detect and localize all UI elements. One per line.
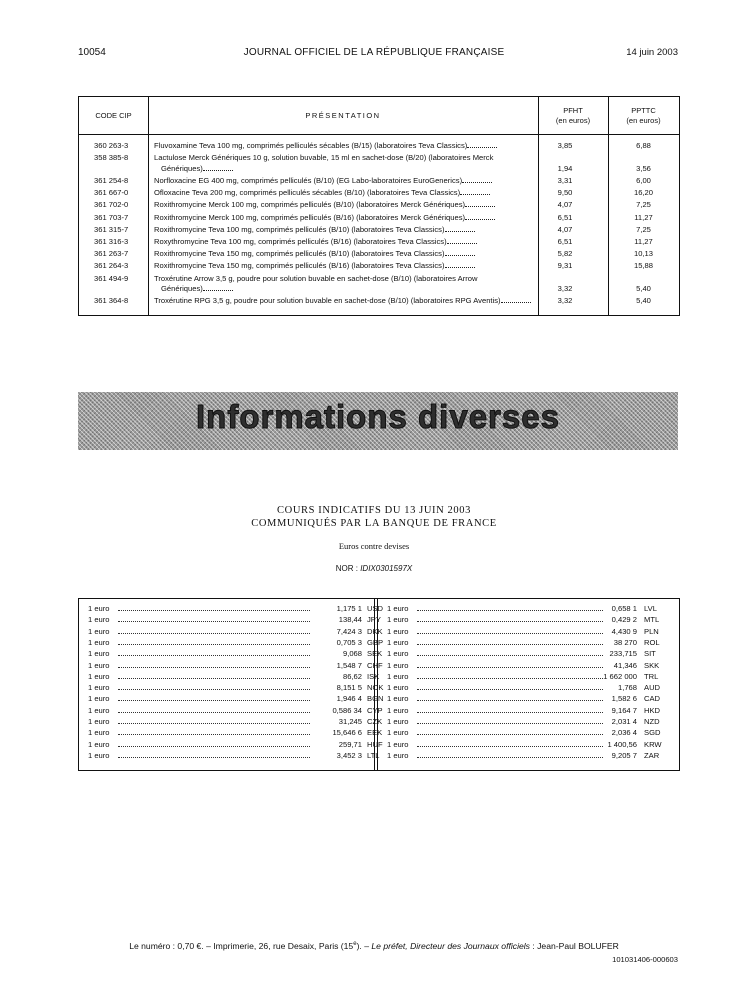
header-presentation: PRÉSENTATION [305,111,381,120]
exchange-rate-row [387,660,677,671]
rate-label: 1 euro [387,604,409,613]
presentation-text [154,274,532,295]
presentation-text [154,237,532,248]
dot-leader [203,290,233,291]
dot-leader [118,757,310,758]
dot-leader [417,655,603,656]
rate-label: 1 euro [88,671,110,681]
presentation-text [154,225,532,236]
presentation-text [154,200,532,211]
currency-code: ROL [644,637,660,647]
dot-leader [417,621,603,622]
rate-value: 233,715 [609,649,637,659]
dot-leader [417,700,603,701]
pttc-value: 16,20 [633,188,653,198]
dot-leader [462,182,492,183]
dot-leader [417,746,603,747]
rate-value: 9,164 7 [611,705,637,715]
rate-label: 1 euro [387,671,409,681]
rate-value: 259,71 [338,739,362,749]
pfht-value: 4,07 [557,200,573,210]
presentation-line: Ofloxacine Teva 200 mg, comprimés pelliculés sécables (B/10) (laboratoires Teva Classics) [154,188,461,198]
exchange-rate-row [88,716,383,727]
rate-value: 1,768 [617,683,637,693]
cip-code: 361 494-9 [94,273,129,283]
currency-code: EEK [367,728,383,738]
exchange-rate-row [88,614,381,625]
presentation-line: Troxérutine RPG 3,5 g, poudre pour solution buvable en sachet-dose (B/10) (laboratoires RPG Aventis) [154,296,501,306]
header-pfht: PFHT [563,106,583,115]
rate-label: 1 euro [88,615,110,625]
rate-label: 1 euro [88,750,110,760]
pttc-value: 7,25 [636,224,651,234]
nor-reference [0,564,748,573]
rate-label: 1 euro [387,626,409,636]
currency-code: NZD [644,717,660,726]
pfht-value: 4,07 [557,224,573,234]
currency-code: NOK [367,683,384,693]
pfht-value: 3,32 [557,296,573,306]
header-pttc-unit: (en euros) [626,116,661,125]
presentation-line: Roxithromycine Teva 150 mg, comprimés pelliculés (B/10) (laboratoires Teva Classics) [154,249,445,259]
dot-leader [445,267,475,268]
medicine-price-table [78,96,680,316]
rate-label: 1 euro [88,739,110,749]
currency-code: CHF [367,660,383,670]
rate-label: 1 euro [88,728,110,738]
rate-label: 1 euro [387,739,409,749]
exchange-rate-row [88,727,383,738]
issue-date: 14 juin 2003 [626,47,678,58]
footer-director: Le préfet, Directeur des Journaux officiels [371,941,530,951]
dot-leader [465,206,495,207]
exchange-rate-row [387,727,677,738]
currency-code: JPY [367,615,381,625]
dot-leader [445,231,475,232]
dot-leader [501,302,531,303]
exchange-rate-row [88,626,383,637]
dot-leader [118,689,310,690]
dot-leader [118,667,310,668]
cip-code: 361 702-0 [94,200,129,210]
pfht-value: 3,85 [557,141,573,150]
dot-leader [417,689,603,690]
dot-leader [118,610,310,611]
cip-code: 361 703-7 [94,212,129,222]
dot-leader [445,255,475,256]
rate-label: 1 euro [88,637,110,647]
currency-code: SIT [644,649,656,659]
rate-label: 1 euro [387,728,409,738]
currency-code: ZAR [644,750,660,760]
rate-value: 0,705 3 [336,637,362,647]
currency-code: CYP [367,705,383,715]
exchange-rate-row [387,716,677,727]
dot-leader [417,734,603,735]
currency-code: LVL [644,604,657,613]
rate-value: 1 662 000 [603,671,637,681]
rate-label: 1 euro [387,615,409,625]
rate-value: 1,582 6 [611,694,637,704]
exchange-rate-row [88,637,384,648]
pfht-value: 9,50 [557,188,573,198]
rate-label: 1 euro [88,649,110,659]
exchange-rate-row [387,739,677,750]
nor-label: NOR : [335,564,361,573]
rate-label: 1 euro [387,705,409,715]
rate-label: 1 euro [387,750,409,760]
dot-leader [417,757,603,758]
pfht-value: 6,51 [557,236,573,246]
exchange-rate-row [88,682,384,693]
rate-value: 1,946 4 [336,694,362,704]
rate-value: 0,658 1 [611,604,637,613]
footer-code: 101031406-000603 [612,955,678,964]
exchange-rate-row [387,671,677,682]
rate-label: 1 euro [387,637,409,647]
presentation-line: Roxithromycine Merck 100 mg, comprimés pelliculés (B/16) (laboratoires Merck Génériques) [154,212,466,222]
pfht-value: 1,94 [557,163,573,173]
rate-value: 2,031 4 [611,717,637,726]
dot-leader [417,610,603,611]
cours-title-line2: COMMUNIQUÉS PAR LA BANQUE DE FRANCE [251,518,497,529]
pttc-value: 11,27 [634,212,653,222]
rate-value: 4,430 9 [611,626,637,636]
presentation-line: Roxithromycine Merck 100 mg, comprimés pelliculés (B/10) (laboratoires Merck Génériques) [154,200,466,210]
presentation-text [154,261,532,272]
currency-code: AUD [644,683,661,693]
rate-value: 8,151 5 [336,683,362,693]
rate-label: 1 euro [387,717,409,726]
currency-code: MTL [644,615,660,625]
exchange-rate-row [88,693,384,704]
currency-code: SEK [367,649,383,659]
table-header-divider [79,134,679,135]
rate-value: 86,62 [342,671,362,681]
rate-value: 7,424 3 [336,626,362,636]
presentation-text [154,141,532,152]
pfht-value: 3,32 [557,284,573,293]
pttc-value: 6,00 [636,175,651,185]
pttc-value: 11,27 [634,236,653,246]
dot-leader [118,621,310,622]
rate-value: 9,205 7 [611,750,637,760]
presentation-line: Troxérutine Arrow 3,5 g, poudre pour solution buvable en sachet-dose (B/10) (laboratoires Arrow [154,273,478,283]
exchange-rate-row [88,648,383,659]
exchange-rate-row [387,626,677,637]
presentation-line: Roxythromycine Teva 100 mg, comprimés pelliculés (B/16) (laboratoires Teva Classics) [154,236,447,246]
cip-code: 361 316-3 [94,236,129,246]
rate-value: 9,068 [342,649,362,659]
dot-leader [467,147,497,148]
currency-code: PLN [644,626,659,636]
presentation-line: Génériques) [161,163,203,173]
dot-leader [118,678,310,679]
exchange-rate-row [88,660,383,671]
currency-code: BGN [367,694,384,704]
exchange-rate-row [387,682,677,693]
pttc-value: 5,40 [636,296,651,306]
currency-code: HUF [367,739,383,749]
exchange-rate-row [387,637,677,648]
rate-value: 38 270 [613,637,637,647]
rate-value: 0,429 2 [611,615,637,625]
rate-label: 1 euro [387,660,409,670]
exchange-rate-row [88,750,378,761]
rate-value: 31,245 [338,717,362,726]
rate-value: 0,586 34 [332,705,362,715]
rate-label: 1 euro [88,717,110,726]
pfht-value: 3,31 [557,175,573,185]
currency-code: ISK [367,671,380,681]
presentation-text [154,176,532,187]
header-pfht-unit: (en euros) [555,116,591,125]
rate-value: 1,548 7 [336,660,362,670]
rate-value: 1,175 1 [336,604,362,613]
pfht-value: 6,51 [557,212,573,222]
exchange-rate-row [88,739,383,750]
footer-name: : Jean-Paul BOLUFER [529,941,619,951]
pfht-value: 5,82 [557,249,573,259]
exchange-rate-row [387,750,677,761]
currency-code: CAD [644,694,661,704]
exchange-rate-row [387,705,677,716]
cip-code: 361 315-7 [94,224,129,234]
cip-code: 361 667-0 [94,188,129,198]
rate-label: 1 euro [387,683,409,693]
presentation-text [154,249,532,260]
footer-imprint [0,941,748,951]
rate-label: 1 euro [387,694,409,704]
dot-leader [118,712,310,713]
rate-value: 41,346 [613,660,637,670]
presentation-text [154,296,532,307]
presentation-line: Norfloxacine EG 400 mg, comprimés pelliculés (B/10) (EG Labo-laboratoires EuroGenerics) [154,175,463,185]
cip-code: 361 264-3 [94,261,129,271]
footer-sup: e [353,941,357,948]
exchange-rate-row [387,603,677,614]
pttc-value: 15,88 [633,261,653,271]
dot-leader [417,667,603,668]
exchange-rate-row [387,693,677,704]
currency-code: SGD [644,728,661,738]
presentation-line: Roxithromycine Teva 150 mg, comprimés pelliculés (B/16) (laboratoires Teva Classics) [154,261,445,271]
cours-title: COURS INDICATIFS DU 13 JUIN 2003 [277,505,471,516]
pttc-value: 7,25 [636,200,651,210]
pttc-value: 10,13 [633,249,653,259]
dot-leader [118,633,310,634]
footer-prefix: Le numéro : 0,70 €. – Imprimerie, 26, rue Desaix, Paris (15 [129,941,354,951]
pttc-value: 6,88 [636,141,651,150]
currency-code: LTL [367,750,380,760]
currency-code: DKK [367,626,383,636]
nor-code: IDIX0301597X [360,564,413,573]
currency-code: USD [367,604,384,613]
dot-leader [447,243,477,244]
rate-label: 1 euro [387,649,409,659]
currency-code: GBP [367,637,384,647]
presentation-line: Génériques) [161,284,203,293]
dot-leader [465,219,495,220]
cip-code: 361 254-8 [94,175,129,185]
presentation-line: Fluvoxamine Teva 100 mg, comprimés pelliculés sécables (B/15) (laboratoires Teva Classics) [154,141,468,150]
header-code-cip: CODE CIP [95,111,132,120]
rate-label: 1 euro [88,604,110,613]
dot-leader [118,655,310,656]
rate-value: 2,036 4 [611,728,637,738]
dot-leader [118,746,310,747]
exchange-rate-row [88,671,378,682]
dot-leader [118,734,310,735]
dot-leader [203,170,233,171]
exchange-rate-row [387,648,677,659]
cip-code: 361 263-7 [94,249,129,259]
presentation-text [154,153,532,174]
footer-mid: ). – [356,941,372,951]
dot-leader [417,712,603,713]
rate-label: 1 euro [88,660,110,670]
dot-leader [460,194,490,195]
cip-code: 361 364-8 [94,296,129,306]
cours-subtitle: Euros contre devises [338,541,410,551]
currency-code: CZK [367,717,383,726]
header-pttc: PPTTC [631,106,656,115]
pttc-value: 5,40 [636,284,651,293]
rate-value: 15,646 6 [332,728,362,738]
presentation-text [154,188,532,199]
exchange-rate-row [88,603,384,614]
currency-code: HKD [644,705,661,715]
rate-label: 1 euro [88,694,110,704]
pttc-value: 3,56 [636,163,651,173]
rate-value: 3,452 3 [336,750,362,760]
rate-label: 1 euro [88,705,110,715]
exchange-rate-row [387,614,677,625]
dot-leader [118,644,310,645]
journal-title: JOURNAL OFFICIEL DE LA RÉPUBLIQUE FRANÇAISE [243,47,505,58]
rate-label: 1 euro [88,626,110,636]
cip-code: 358 385-8 [94,153,129,163]
rate-value: 138,44 [338,615,362,625]
dot-leader [417,633,603,634]
currency-code: KRW [644,739,662,749]
dot-leader [417,644,603,645]
currency-code: SKK [644,660,660,670]
dot-leader [118,700,310,701]
dot-leader [417,723,603,724]
dot-leader [118,723,310,724]
rate-value: 1 400,56 [607,739,637,749]
rate-label: 1 euro [88,683,110,693]
dot-leader [417,678,603,679]
page-number: 10054 [78,47,106,58]
pfht-value: 9,31 [557,261,573,271]
currency-code: TRL [644,671,659,681]
table-column-divider [148,97,149,315]
presentation-line: Roxithromycine Teva 100 mg, comprimés pelliculés (B/10) (laboratoires Teva Classics) [154,224,445,234]
cip-code: 360 263-3 [94,141,129,150]
section-banner-title: Informations diverses [196,398,560,435]
presentation-text [154,213,532,224]
exchange-rate-row [88,705,383,716]
presentation-line: Lactulose Merck Génériques 10 g, solution buvable, 15 ml en sachet-dose (B/20) (laboratoires Merck [154,153,494,163]
